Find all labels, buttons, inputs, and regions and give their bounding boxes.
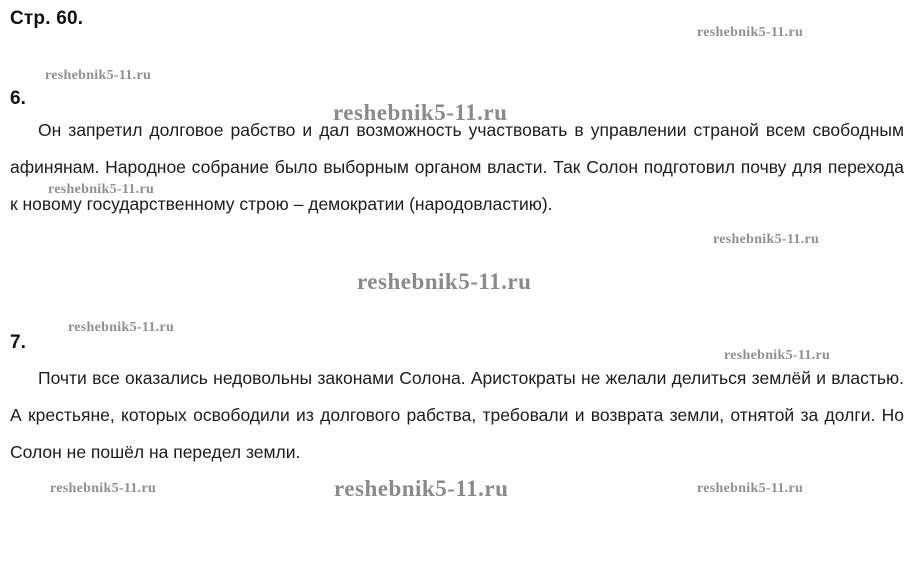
exercise-text-7 <box>10 360 904 471</box>
watermark: reshebnik5-11.ru <box>68 320 175 335</box>
exercise-text-6 <box>10 112 904 223</box>
watermark: reshebnik5-11.ru <box>334 476 509 501</box>
exercise-number-6: 6. <box>10 88 26 109</box>
exercise-number-7: 7. <box>10 332 26 353</box>
watermark: reshebnik5-11.ru <box>697 481 804 496</box>
exercise-paragraph: Он запретил долговое рабство и дал возможность участвовать в управлении страной всем свободным афинянам. Народное собрание было выборным органом власти. Так Солон подготовил почву для перехода к новому государственному строю – демократии (народовластию). <box>10 120 904 214</box>
page-number: Стр. 60. <box>10 8 84 29</box>
watermark: reshebnik5-11.ru <box>48 182 155 197</box>
watermark: reshebnik5-11.ru <box>357 269 532 294</box>
watermark: reshebnik5-11.ru <box>713 232 820 247</box>
watermark: reshebnik5-11.ru <box>45 68 152 83</box>
watermark: reshebnik5-11.ru <box>697 25 804 40</box>
watermark: reshebnik5-11.ru <box>50 481 157 496</box>
watermark: reshebnik5-11.ru <box>333 100 508 125</box>
exercise-paragraph: Почти все оказались недовольны законами Солона. Аристократы не желали делиться землёй и властью. А крестьяне, которых освободили из долгового рабства, требовали и возврата земли, отнятой за долги. Но Солон не пошёл на передел земли. <box>10 368 904 462</box>
watermark: reshebnik5-11.ru <box>724 348 831 363</box>
